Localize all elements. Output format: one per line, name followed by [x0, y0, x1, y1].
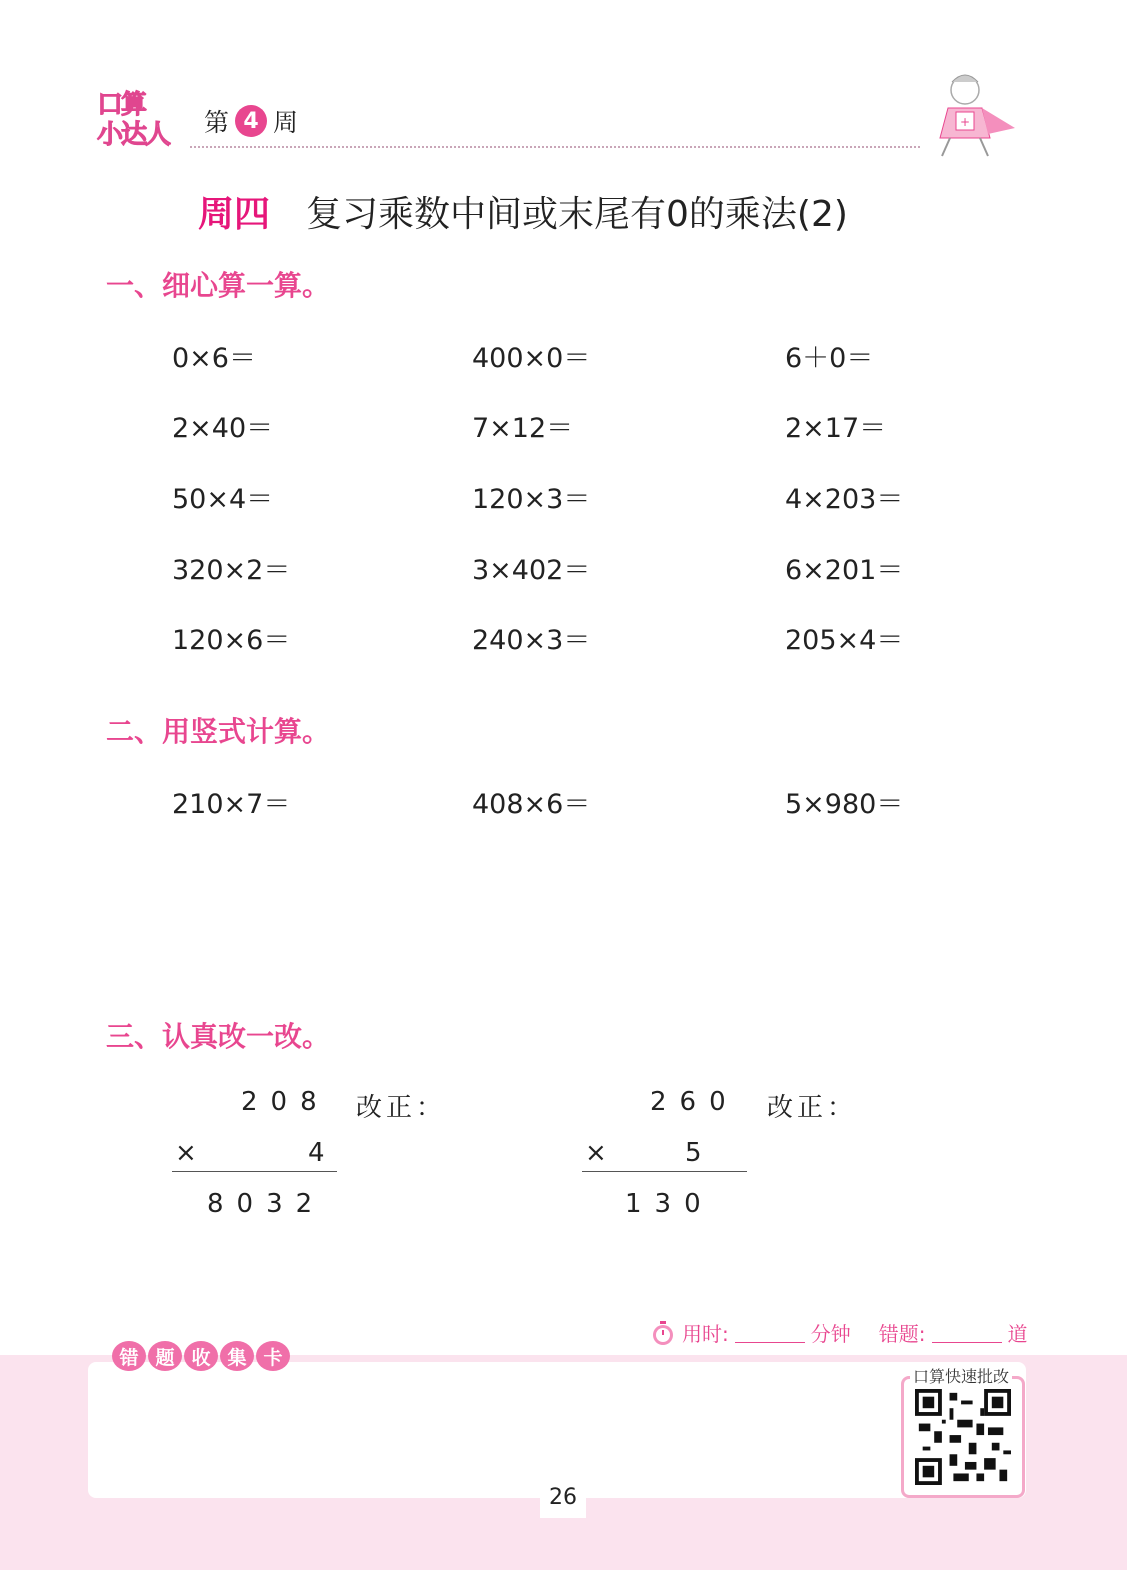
- error-calc-top: 208: [241, 1087, 330, 1117]
- svg-text:+: +: [959, 115, 971, 129]
- brand-logo: [95, 84, 185, 150]
- time-unit: 分钟: [810, 1322, 851, 1346]
- calc-line: [172, 1171, 337, 1172]
- brand-line2: 小达人: [97, 120, 170, 150]
- problem: 400×0＝: [472, 343, 591, 374]
- qr-code-icon[interactable]: [913, 1389, 1013, 1485]
- problem: 320×2＝: [172, 555, 291, 586]
- qr-label: 口算快速批改: [910, 1364, 1012, 1387]
- title-day: 周四: [198, 194, 271, 235]
- usage-record: [650, 1318, 1028, 1347]
- qr-code-frame: [901, 1376, 1025, 1498]
- page-title: [198, 186, 848, 237]
- errors-unit: 道: [1007, 1322, 1028, 1346]
- calc-line: [582, 1171, 747, 1172]
- multiply-sign: ×: [175, 1138, 210, 1168]
- problem: 7×12＝: [472, 413, 574, 444]
- mascot-illustration: [920, 68, 1020, 160]
- problem: 0×6＝: [172, 343, 256, 374]
- error-calc-result: 130: [625, 1189, 714, 1219]
- stopwatch-icon: [650, 1320, 676, 1346]
- card-title-char: 收: [184, 1341, 218, 1371]
- week-number-badge: 4: [235, 105, 267, 137]
- problem: 205×4＝: [785, 625, 904, 656]
- section1-heading: 一、细心算一算。: [106, 269, 331, 302]
- week-label: [204, 103, 298, 139]
- problem: 120×3＝: [472, 484, 591, 515]
- week-suffix: 周: [273, 108, 299, 137]
- error-calc-result: 8032: [207, 1189, 326, 1219]
- vertical-calc-problem: 408×6＝: [472, 789, 591, 820]
- error-calc-multiplier: 4: [308, 1138, 338, 1168]
- card-title: [112, 1341, 290, 1371]
- problem: 2×17＝: [785, 413, 887, 444]
- problem: 2×40＝: [172, 413, 274, 444]
- multiply-sign: ×: [585, 1138, 620, 1168]
- week-prefix: 第: [204, 108, 230, 137]
- errors-blank[interactable]: [932, 1322, 1002, 1343]
- brand-line1: 口算: [97, 90, 146, 120]
- time-label: 用时:: [682, 1322, 729, 1346]
- time-blank[interactable]: [735, 1322, 805, 1343]
- problem: 3×402＝: [472, 555, 591, 586]
- problem: 4×203＝: [785, 484, 904, 515]
- page-number: 26: [540, 1478, 586, 1518]
- section2-heading: 二、用竖式计算。: [106, 715, 331, 748]
- correction-label: 改正：: [767, 1093, 858, 1123]
- error-calc-top: 260: [650, 1087, 739, 1117]
- problem: 120×6＝: [172, 625, 291, 656]
- correction-label: 改正：: [356, 1093, 447, 1123]
- problem: 6＋0＝: [785, 343, 874, 374]
- vertical-calc-problem: 210×7＝: [172, 789, 291, 820]
- card-title-char: 错: [112, 1341, 146, 1371]
- problem: 6×201＝: [785, 555, 904, 586]
- vertical-calc-problem: 5×980＝: [785, 789, 904, 820]
- card-title-char: 卡: [256, 1341, 290, 1371]
- error-calc-multiplier: 5: [685, 1138, 715, 1168]
- card-title-char: 题: [148, 1341, 182, 1371]
- card-title-char: 集: [220, 1341, 254, 1371]
- errors-label: 错题:: [878, 1322, 926, 1346]
- problem: 240×3＝: [472, 625, 591, 656]
- problem: 50×4＝: [172, 484, 274, 515]
- header-divider: [190, 146, 920, 148]
- section3-heading: 三、认真改一改。: [106, 1020, 331, 1053]
- title-text: 复习乘数中间或末尾有0的乘法(2): [306, 194, 848, 235]
